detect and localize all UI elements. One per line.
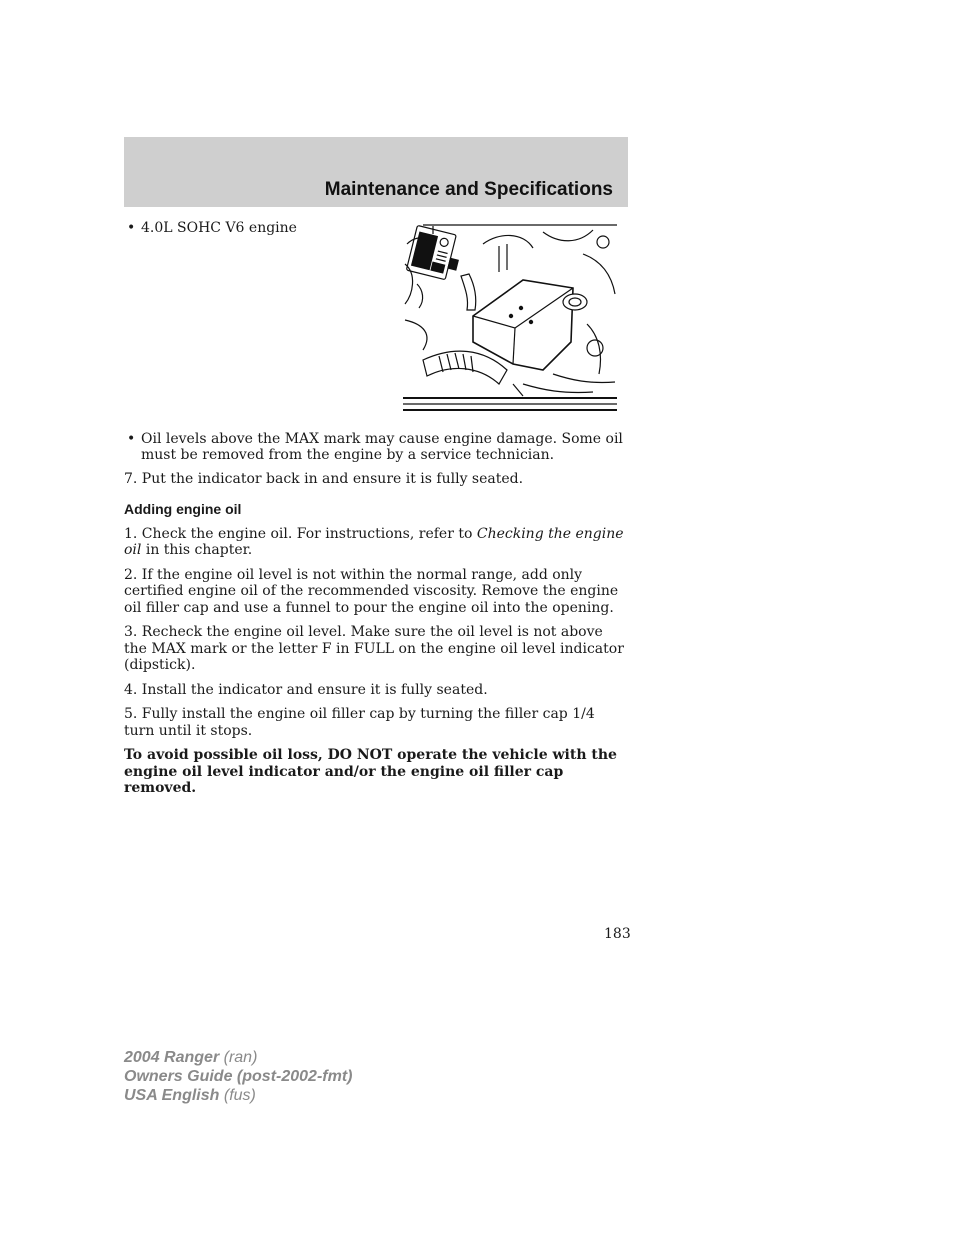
engine-type-text: 4.0L SOHC V6 engine bbox=[141, 220, 297, 236]
page-number: 183 bbox=[604, 926, 631, 942]
footer-line-1 bbox=[124, 1048, 352, 1067]
bullet-dot: • bbox=[127, 220, 136, 236]
step-1-prefix: 1. Check the engine oil. For instructions, refer to bbox=[124, 525, 477, 542]
footer-model: 2004 Ranger bbox=[124, 1049, 220, 1066]
step-5: 5. Fully install the engine oil filler cap by turning the filler cap 1/4 turn until it stops. bbox=[124, 706, 595, 739]
footer-language: USA English bbox=[124, 1087, 220, 1104]
adding-oil-heading: Adding engine oil bbox=[124, 501, 242, 517]
bullet-dot: • bbox=[127, 430, 136, 447]
overfill-warning-bullet bbox=[124, 431, 628, 464]
footer-language-code: (fus) bbox=[219, 1087, 256, 1104]
step-3: 3. Recheck the engine oil level. Make sure the oil level is not above the MAX mark or the letter F in FULL on the engine oil level indicator (dipstick). bbox=[124, 624, 624, 673]
section-header-band bbox=[124, 137, 628, 207]
step-7: 7. Put the indicator back in and ensure it is fully seated. bbox=[124, 470, 524, 487]
oil-loss-warning: To avoid possible oil loss, DO NOT operate the vehicle with the engine oil level indicator and/or the engine oil filler cap removed. bbox=[124, 747, 617, 796]
footer-guide: Owners Guide (post-2002-fmt) bbox=[124, 1068, 353, 1085]
document-footer bbox=[124, 1048, 352, 1105]
footer-line-3 bbox=[124, 1086, 352, 1105]
step-4: 4. Install the indicator and ensure it is fully seated. bbox=[124, 681, 488, 698]
engine-oil-fill-illustration bbox=[403, 224, 617, 412]
footer-line-2 bbox=[124, 1067, 352, 1086]
engine-type-bullet bbox=[124, 220, 391, 237]
step-1 bbox=[124, 526, 628, 559]
overfill-warning-text: Oil levels above the MAX mark may cause engine damage. Some oil must be removed from the engine by a service technician. bbox=[141, 430, 623, 463]
chapter-reference: Checking the engine oil bbox=[124, 525, 624, 558]
step-2: 2. If the engine oil level is not within the normal range, add only certified engine oil of the recommended viscosity. Remove the engine oil filler cap and use a funnel to pour the engine oil into the opening. bbox=[124, 566, 619, 616]
section-title-header: Maintenance and Specifications bbox=[324, 179, 613, 200]
step-1-suffix: in this chapter. bbox=[141, 542, 253, 558]
footer-model-code: (ran) bbox=[219, 1049, 258, 1066]
